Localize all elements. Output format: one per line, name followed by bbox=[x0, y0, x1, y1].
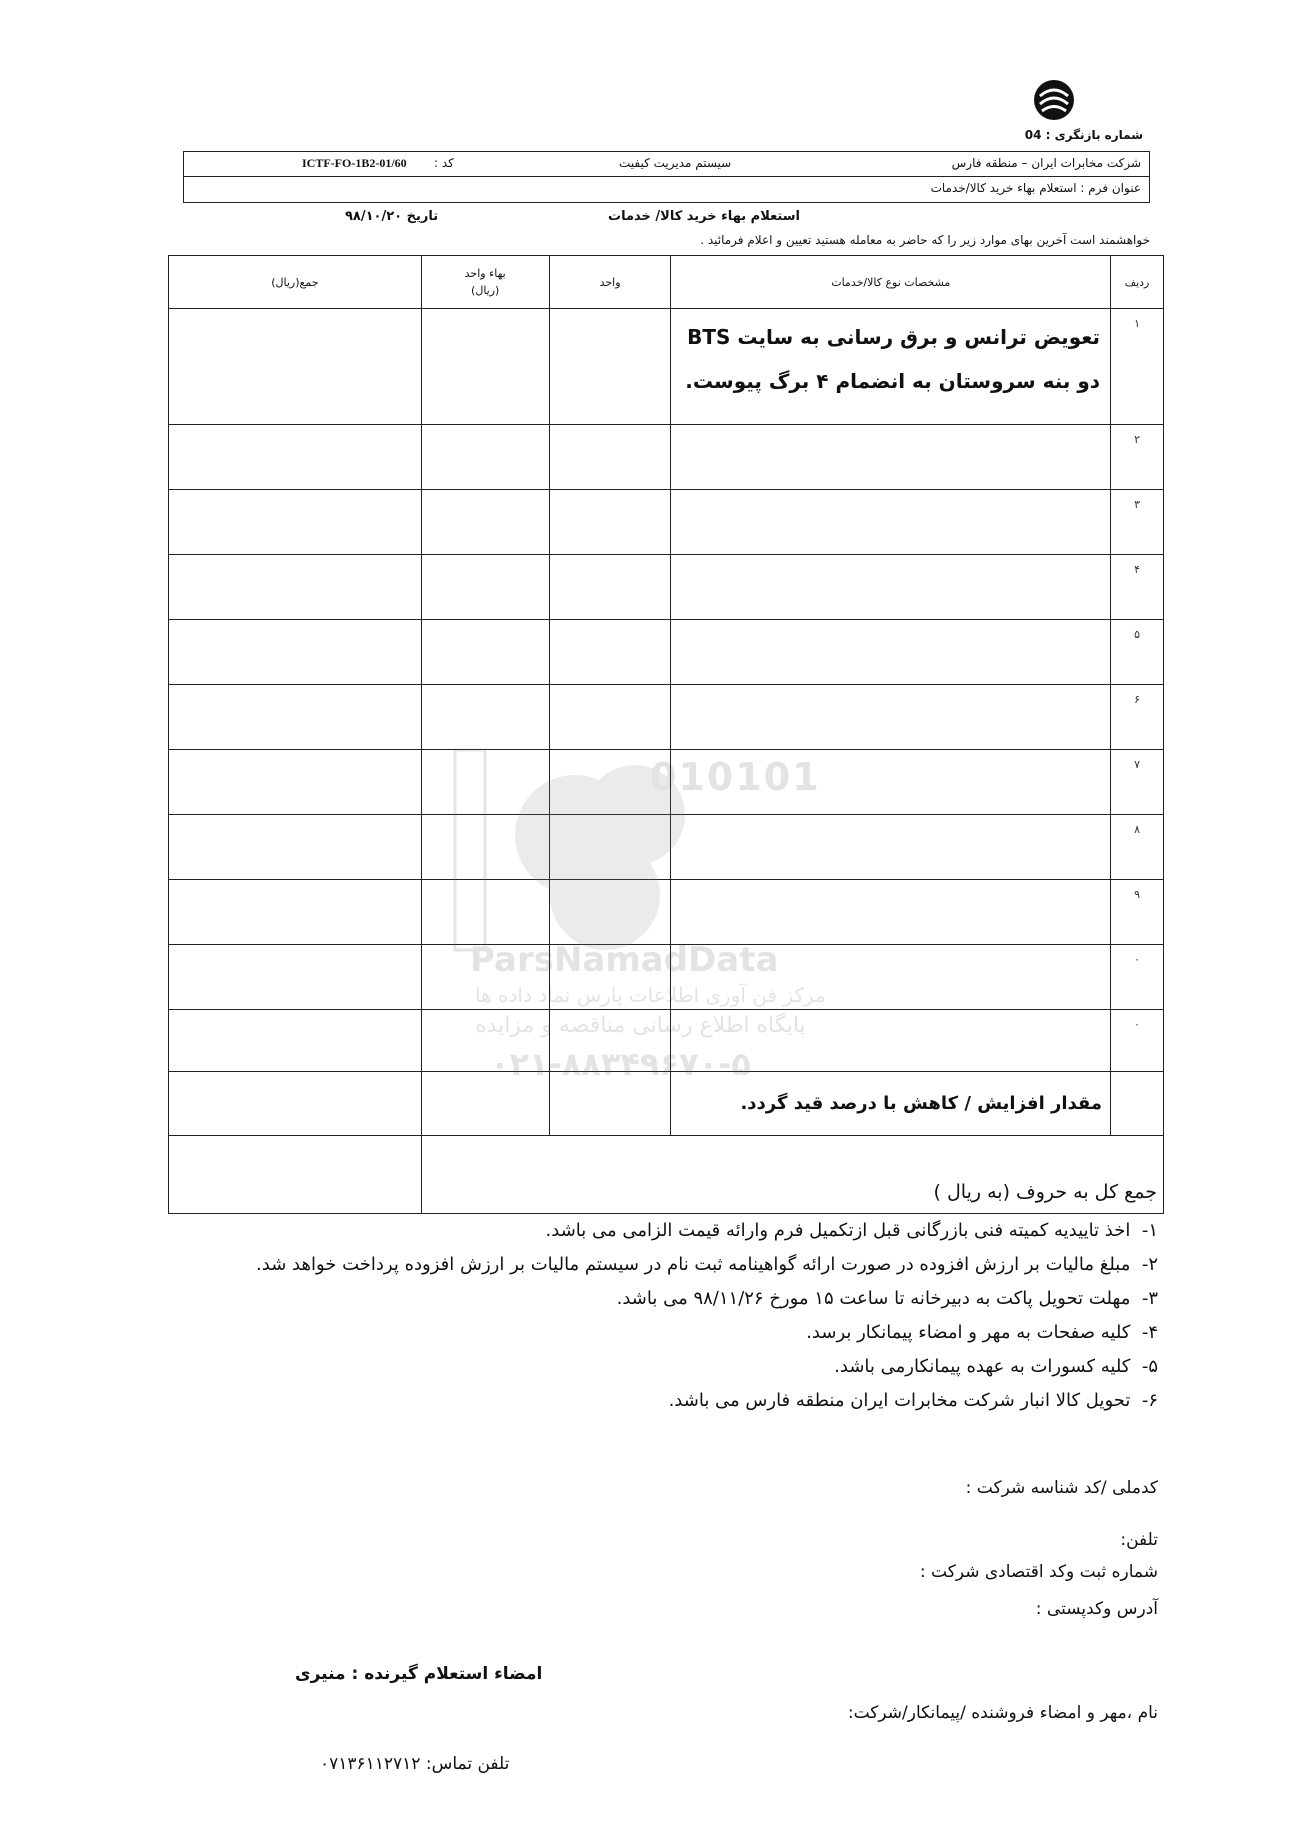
watermark-line2: پایگاه اطلاع رسانی مناقصه و مزایده bbox=[475, 1013, 806, 1038]
row-total bbox=[169, 490, 422, 555]
row-description bbox=[671, 425, 1111, 490]
revision-number: شماره بازنگری : 04 bbox=[1024, 128, 1143, 142]
table-row bbox=[169, 490, 1164, 555]
row-price bbox=[421, 1010, 549, 1072]
inquiry-date: تاریخ ۹۸/۱۰/۲۰ bbox=[345, 209, 439, 224]
row-description: تعویض ترانس و برق رسانی به سایت BTS دو بنه سروستان به انضمام ۴ برگ پیوست. bbox=[671, 309, 1111, 425]
condition-item: ۴- کلیه صفحات به مهر و امضاء پیمانکار برسد. bbox=[806, 1322, 1158, 1343]
quality-system: سیستم مدیریت کیفیت bbox=[619, 156, 732, 170]
row-unit bbox=[549, 945, 671, 1010]
form-header bbox=[183, 151, 1150, 203]
row-unit bbox=[549, 815, 671, 880]
col-row: ردیف bbox=[1111, 256, 1164, 309]
row-price bbox=[421, 309, 549, 425]
row-number: ۰ bbox=[1111, 945, 1164, 1010]
row-description bbox=[671, 1010, 1111, 1072]
company-logo bbox=[1030, 76, 1078, 124]
registration-field: شماره ثبت وکد اقتصادی شرکت : bbox=[919, 1562, 1158, 1582]
row-unit bbox=[549, 1010, 671, 1072]
row-unit bbox=[549, 620, 671, 685]
receiver-signature: امضاء استعلام گیرنده : منیری bbox=[295, 1664, 543, 1684]
row-total bbox=[169, 880, 422, 945]
table-row bbox=[169, 685, 1164, 750]
total-row bbox=[169, 1136, 1164, 1214]
row-unit bbox=[549, 490, 671, 555]
row-price bbox=[421, 490, 549, 555]
row-price bbox=[421, 750, 549, 815]
conditions-list bbox=[158, 1214, 1158, 1418]
watermark-digits: 010101 bbox=[650, 755, 821, 799]
condition-item: ۱- اخذ تاییدیه کمیته فنی بازرگانی قبل ازتکمیل فرم وارائه قیمت الزامی می باشد. bbox=[545, 1220, 1158, 1241]
address-field: آدرس وکدپستی : bbox=[1035, 1599, 1158, 1619]
condition-item: ۲- مبلغ مالیات بر ارزش افزوده در صورت ارائه گواهینامه ثبت نام در سیستم مالیات بر ارزش افزوده پرداخت خواهد شد. bbox=[256, 1254, 1158, 1275]
row-number: ۰ bbox=[1111, 1010, 1164, 1072]
row-unit bbox=[549, 425, 671, 490]
row-total bbox=[169, 750, 422, 815]
row-total bbox=[169, 309, 422, 425]
col-unit: واحد bbox=[549, 256, 671, 309]
watermark-line1: مرکز فن آوری اطلاعات پارس نماد داده ها bbox=[475, 983, 826, 1007]
row-total bbox=[169, 620, 422, 685]
table-row bbox=[169, 425, 1164, 490]
col-price-label: بهاء واحد bbox=[464, 267, 506, 280]
row-description bbox=[671, 880, 1111, 945]
company-name: شرکت مخابرات ایران – منطقه فارس bbox=[951, 156, 1141, 170]
intro-text: خواهشمند است آخرین بهای موارد زیر را که حاضر به معامله هستید تعیین و اعلام فرمائید . bbox=[700, 233, 1150, 247]
row-description bbox=[671, 945, 1111, 1010]
form-title: عنوان فرم : استعلام بهاء خرید کالا/خدمات bbox=[930, 181, 1141, 195]
row-unit bbox=[549, 880, 671, 945]
col-desc: مشخصات نوع کالا/خدمات bbox=[671, 256, 1111, 309]
watermark-phone: ۰۲۱-۸۸۳۴۹۶۷۰-۵ bbox=[490, 1045, 751, 1083]
row-description bbox=[671, 620, 1111, 685]
table-row bbox=[169, 815, 1164, 880]
row-price bbox=[421, 685, 549, 750]
table-row bbox=[169, 555, 1164, 620]
increase-decrease-note: مقدار افزایش / کاهش با درصد قید گردد. bbox=[671, 1072, 1111, 1136]
col-price bbox=[421, 256, 549, 309]
form-code: ICTF-FO-1B2-01/60 bbox=[302, 156, 407, 170]
seller-signature: نام ،مهر و امضاء فروشنده /پیمانکار/شرکت: bbox=[847, 1703, 1158, 1723]
row-unit bbox=[549, 750, 671, 815]
table-row bbox=[169, 945, 1164, 1010]
items-table bbox=[168, 255, 1164, 1214]
table-row bbox=[169, 620, 1164, 685]
row-price bbox=[421, 880, 549, 945]
code-label: کد : bbox=[434, 156, 454, 170]
row-price bbox=[421, 555, 549, 620]
watermark-brand: ParsNamadData bbox=[470, 940, 779, 980]
row-total bbox=[169, 815, 422, 880]
row-unit bbox=[549, 555, 671, 620]
row-number: ۸ bbox=[1111, 815, 1164, 880]
total-in-words: جمع کل به حروف (به ریال ) bbox=[421, 1136, 1163, 1214]
table-row bbox=[169, 750, 1164, 815]
row-number: ۱ bbox=[1111, 309, 1164, 425]
contact-phone: تلفن تماس: ۰۷۱۳۶۱۱۲۷۱۲ bbox=[320, 1754, 510, 1774]
row-description bbox=[671, 490, 1111, 555]
col-total: جمع(ریال) bbox=[169, 256, 422, 309]
row-total bbox=[169, 425, 422, 490]
row-price bbox=[421, 425, 549, 490]
row-unit bbox=[549, 309, 671, 425]
condition-item: ۳- مهلت تحویل پاکت به دبیرخانه تا ساعت ۱۵ مورخ ۹۸/۱۱/۲۶ می باشد. bbox=[616, 1288, 1158, 1309]
row-number: ۴ bbox=[1111, 555, 1164, 620]
table-row bbox=[169, 309, 1164, 425]
phone-field: تلفن: bbox=[1120, 1530, 1158, 1550]
condition-item: ۶- تحویل کالا انبار شرکت مخابرات ایران منطقه فارس می باشد. bbox=[668, 1390, 1158, 1411]
row-number: ۶ bbox=[1111, 685, 1164, 750]
row-total bbox=[169, 945, 422, 1010]
row-price bbox=[421, 815, 549, 880]
row-price bbox=[421, 620, 549, 685]
col-price-unit: (ریال) bbox=[471, 284, 500, 297]
row-number: ۹ bbox=[1111, 880, 1164, 945]
total-value bbox=[169, 1136, 422, 1214]
note-row bbox=[169, 1072, 1164, 1136]
row-number: ۲ bbox=[1111, 425, 1164, 490]
row-description bbox=[671, 750, 1111, 815]
national-id-field: کدملی /کد شناسه شرکت : bbox=[965, 1478, 1158, 1498]
table-row bbox=[169, 880, 1164, 945]
row-description bbox=[671, 685, 1111, 750]
inquiry-title: استعلام بهاء خرید کالا/ خدمات bbox=[608, 209, 800, 224]
row-description bbox=[671, 555, 1111, 620]
condition-item: ۵- کلیه کسورات به عهده پیمانکارمی باشد. bbox=[834, 1356, 1158, 1377]
row-total bbox=[169, 1010, 422, 1072]
table-header bbox=[169, 256, 1164, 309]
row-total bbox=[169, 555, 422, 620]
row-description bbox=[671, 815, 1111, 880]
row-number: ۵ bbox=[1111, 620, 1164, 685]
row-price bbox=[421, 945, 549, 1010]
row-unit bbox=[549, 685, 671, 750]
table-row bbox=[169, 1010, 1164, 1072]
row-number: ۷ bbox=[1111, 750, 1164, 815]
row-number: ۳ bbox=[1111, 490, 1164, 555]
row-total bbox=[169, 685, 422, 750]
